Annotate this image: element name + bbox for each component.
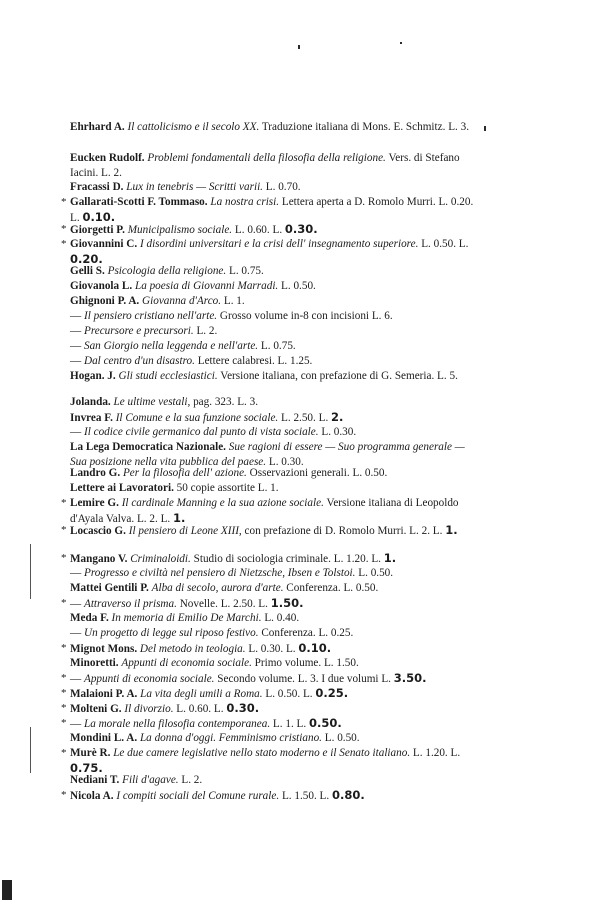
entry-title: Sue ragioni di essere — Suo programma generale — Sua posizione nella vita pubblica del paese. [70,441,465,469]
entry-title: Il pensiero di Leone XIII, [128,525,242,537]
discount-marker: * [61,642,67,654]
entry-detail: Novelle. L. 2.50. L. [179,598,268,610]
entry-title: Gli studi ecclesiastici. [118,370,218,382]
ditto-dash: — [70,627,82,639]
entry-title: In memoria di Emilio De Marchi. [111,612,262,624]
entry-title: La vita degli umili a Roma. [140,688,263,700]
entry-author: Nediani T. [70,774,120,786]
entry-discount-price: 0.10. [298,641,332,655]
entry-detail: L. 0.40. [264,612,300,624]
entry-author: Ehrhard A. [70,121,125,133]
discount-marker: * [61,747,67,759]
catalog-entry [70,369,475,384]
catalog-entry [70,324,475,339]
entry-title: Il codice civile germanico dal punto di vista sociale. [83,426,319,438]
entry-detail: L. 2.50. L. [281,412,329,424]
entry-title: San Giorgio nella leggenda e nell'arte. [83,340,259,352]
ditto-dash: — [70,310,82,322]
ditto-dash: — [70,567,82,579]
entry-detail: L. 0.75. [260,340,296,352]
entry-title: I disordini universitari e la crisi dell' insegnamento superiore. [139,238,419,250]
catalog-entry [70,626,475,641]
entry-title: Per la filosofia dell' azione. [122,467,247,479]
entry-title: Criminaloidi. [130,553,191,565]
entry-discount-price: 2. [331,410,344,424]
scan-speck-top-right [400,42,402,44]
scan-margin-line [30,727,31,773]
entry-discount-price: 1.50. [270,596,304,610]
catalog-entry [70,279,475,294]
entry-author: Landro G. [70,467,121,479]
discount-marker: * [61,238,67,250]
entry-detail: L. 0.50. [358,567,394,579]
entry-title: Alba di secolo, aurora d'arte. [151,582,284,594]
entry-title: Fili d'agave. [122,774,179,786]
entry-title: I compiti sociali del Comune rurale. [116,790,280,802]
entry-detail: Conferenza. L. 0.50. [286,582,379,594]
entry-detail: L. 0.50. L. [421,238,469,250]
entry-detail: L. 0.50. [324,732,360,744]
entry-detail: L. 2. [181,774,203,786]
catalog-entry [61,551,475,567]
entry-discount-price: 0.30. [284,222,318,236]
catalog-entry [70,294,475,309]
discount-marker: * [61,789,67,801]
ditto-dash: — [70,718,82,730]
entry-title: La donna d'oggi. Femminismo cristiano. [139,732,322,744]
entry-author: Jolanda. [70,396,111,408]
discount-marker: * [61,597,67,609]
scan-margin-line [30,544,31,599]
entry-discount-price: 0.80. [331,788,365,802]
entry-detail: Lettera aperta a D. Romolo Murri. L. 0.20. L. [70,196,474,225]
entry-title: Del metodo in teologia. [139,643,246,655]
entry-detail: Osservazioni generali. L. 0.50. [249,467,388,479]
entry-detail: L. 2. [196,325,218,337]
entry-author: Mignot Mons. [70,643,138,655]
entry-author: Minoretti. [70,657,119,669]
entry-detail: L. 1.20. L. [412,747,461,759]
catalog-entry [61,701,475,717]
entry-detail: Versione italiana di Leopoldo d'Ayala Valva. L. 2. L. [70,497,459,526]
entry-detail: Lettere calabresi. L. 1.25. [197,355,313,367]
entry-author: Giovanola L. [70,280,133,292]
entry-author: Mondini L. A. [70,732,138,744]
catalog-entry [70,410,475,426]
entry-title: Il divorzio. [124,703,174,715]
entry-title: Municipalismo sociale. [127,224,233,236]
entry-title: Il pensiero cristiano nell'arte. [83,310,218,322]
entry-detail: L. 0.60. L. [176,703,224,715]
entry-author: Fracassi D. [70,181,124,193]
catalog-entry [70,656,475,671]
entry-detail: Grosso volume in-8 con incisioni L. 6. [219,310,393,322]
entry-discount-price: 1. [173,511,186,526]
entry-author: Giorgetti P. [70,224,125,236]
entry-title: Un progetto di legge sul riposo festivo. [83,627,259,639]
entry-detail: Primo volume. L. 1.50. [254,657,359,669]
discount-marker: * [61,196,67,208]
entry-author: Locascio G. [70,525,126,537]
catalog-entry [70,120,475,135]
discount-marker: * [61,687,67,699]
entry-detail: Secondo volume. L. 3. I due volumi L. [217,673,391,685]
entry-author: Molteni G. [70,703,122,715]
entry-title: Lux in tenebris — Scritti varii. [126,181,263,193]
entry-author: Hogan. J. [70,370,116,382]
entry-author: Malaioni P. A. [70,688,138,700]
entry-author: Mattei Gentili P. [70,582,149,594]
catalog-entry [70,581,475,596]
entry-discount-price: 1. [445,523,458,537]
entry-author: La Lega Democratica Nazionale. [70,441,226,453]
discount-marker: * [61,524,67,536]
entry-author: Lettere ai Lavoratori. [70,482,174,494]
ditto-dash: — [70,325,82,337]
entry-detail: L. 1. [223,295,245,307]
scan-speck-right [484,126,486,131]
entry-detail: L. 0.50. [281,280,316,292]
entry-title: Problemi fondamentali della filosofia della religione. [147,152,386,164]
entry-title: Giovanna d'Arco. [142,295,222,307]
catalog-entry [70,773,475,788]
catalog-entry [70,151,475,181]
catalog-entry [61,641,475,657]
catalog-entry [70,395,475,410]
catalog-entry [70,566,475,581]
catalog-entry [61,523,475,539]
entry-author: Giovannini C. [70,238,138,250]
catalog-entry [61,222,475,238]
entry-title: Appunti di economia sociale. [121,657,252,669]
entry-author: Eucken Rudolf. [70,152,145,164]
entry-discount-price: 1. [383,551,397,565]
entry-title: Psicologia della religione. [107,265,227,277]
discount-marker: * [61,223,67,235]
entry-detail: L. 1. L. [272,718,307,730]
discount-marker: * [61,717,67,729]
entry-detail: L. 0.30. L. [248,643,296,655]
ditto-dash: — [70,673,82,685]
entry-author: Nicola A. [70,790,114,802]
discount-marker: * [61,552,67,564]
entry-author: Murè R. [70,747,111,759]
entry-title: La poesia di Giovanni Marradi. [134,280,279,292]
entry-author: Gelli S. [70,265,105,277]
catalog-entry [70,339,475,354]
entry-detail: L. 0.75. [229,265,264,277]
entry-author: Invrea F. [70,412,113,424]
entry-detail: L. 1.50. L. [281,790,330,802]
ditto-dash: — [70,426,82,438]
entry-title: La nostra crisi. [210,196,280,208]
ditto-dash: — [70,598,82,610]
scan-speck-top [298,45,300,49]
catalog-entry [61,716,475,732]
discount-marker: * [61,672,67,684]
catalog-entry [70,611,475,626]
catalog-entry [70,309,475,324]
scan-edge-mark [2,880,12,900]
entry-discount-price: 0.75. [70,761,103,776]
catalog-entry [70,731,475,746]
entry-title: Precursore e precursori. [83,325,194,337]
entry-title: Il cardinale Manning e la sua azione sociale. [121,497,324,509]
catalog-entry [70,466,475,481]
entry-detail: 50 copie assortite L. 1. [176,482,279,494]
entry-detail: con prefazione di D. Romolo Murri. L. 2. L. [244,525,443,537]
discount-marker: * [61,497,67,509]
entry-title: Attraverso il prisma. [83,598,177,610]
ditto-dash: — [70,355,82,367]
entry-detail: L. 0.70. [265,181,301,193]
entry-discount-price: 0.50. [308,716,342,730]
entry-title: Le due camere legislative nello stato moderno e il Senato italiano. [113,747,411,759]
catalog-entry [70,180,475,195]
catalog-entry [70,264,475,279]
entry-author: Gallarati-Scotti F. Tommaso. [70,196,208,208]
entry-detail: L. 0.30. [268,456,304,469]
entry-title: Le ultime vestali, [113,396,191,408]
entry-discount-price: 0.30. [226,701,260,715]
entry-author: Mangano V. [70,553,128,565]
entry-author: Ghignoni P. A. [70,295,140,307]
entry-detail: pag. 323. L. 3. [193,396,259,408]
catalog-entry [61,686,475,702]
entry-detail: L. 0.30. [321,426,357,438]
entry-title: Dal centro d'un disastro. [83,355,195,367]
catalog-entry [70,425,475,440]
entry-title: La morale nella filosofia contemporanea. [83,718,271,730]
entry-discount-price: 0.20. [70,252,103,267]
entry-author: Lemire G. [70,497,119,509]
catalog-entry [61,788,475,804]
entry-discount-price: 0.10. [82,210,116,225]
catalog-entry [61,596,475,612]
entry-detail: Studio di sociologia criminale. L. 1.20. L. [193,553,381,565]
entry-detail: Conferenza. L. 0.25. [261,627,354,639]
catalog-entry [61,671,475,687]
entry-author: Meda F. [70,612,109,624]
entry-detail: Vers. di Stefano Iacini. L. 2. [70,152,460,180]
catalog-entry [70,481,475,496]
entry-title: Appunti di economia sociale. [83,673,215,685]
ditto-dash: — [70,340,82,352]
catalog-entry [70,354,475,369]
entry-detail: L. 0.60. L. [234,224,283,236]
entry-discount-price: 3.50. [393,671,427,685]
entry-detail: Traduzione italiana di Mons. E. Schmitz. L. 3. [261,121,470,133]
entry-title: Il cattolicismo e il secolo XX. [127,121,260,133]
entry-title: Progresso e civiltà nel pensiero di Nietzsche, Ibsen e Tolstoi. [83,567,356,579]
entry-discount-price: 0.25. [315,686,349,700]
entry-detail: L. 0.50. L. [265,688,313,700]
entry-detail: Versione italiana, con prefazione di G. Semeria. L. 5. [220,370,458,382]
discount-marker: * [61,702,67,714]
entry-title: Il Comune e la sua funzione sociale. [115,412,279,424]
